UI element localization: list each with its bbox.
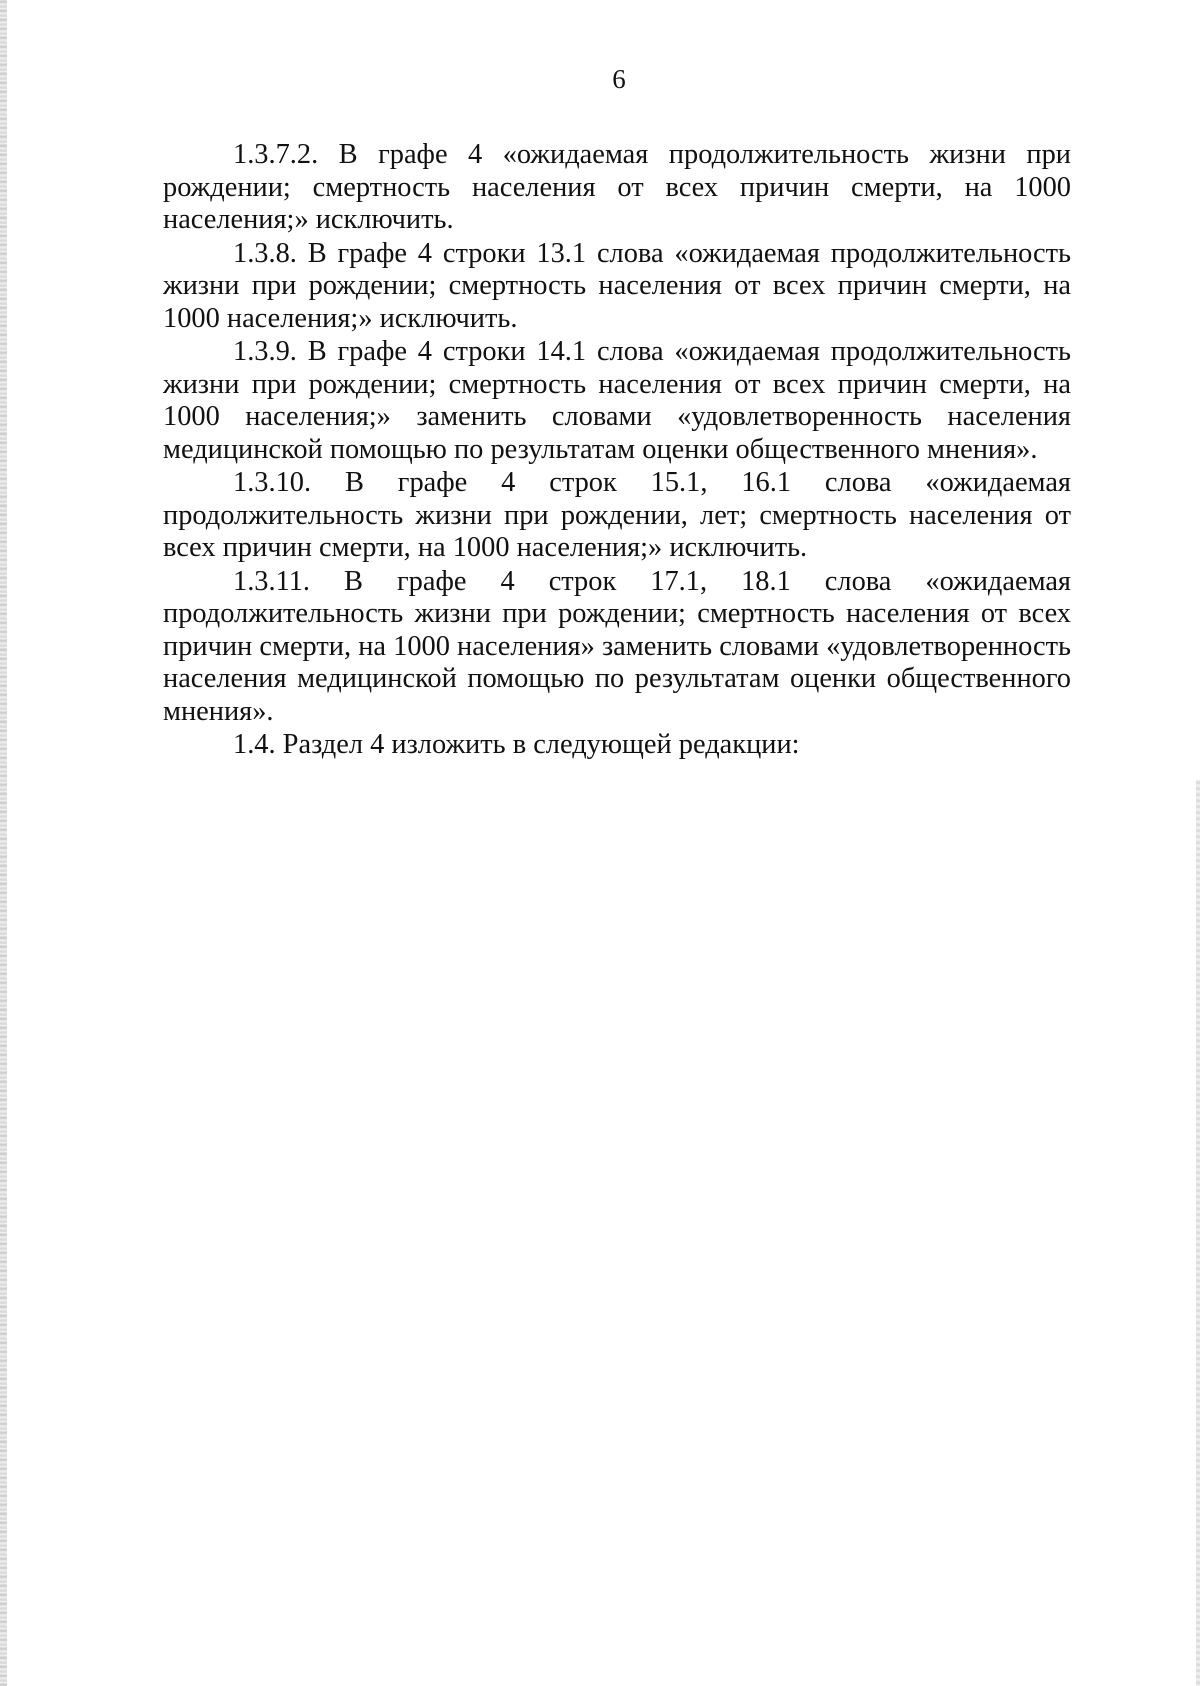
paragraph-1-3-9: 1.3.9. В графе 4 строки 14.1 слова «ожидаемая продолжительность жизни при рождении; смертность населения от всех причин смерти, на 1000 населения;» заменить словами «удовлетворенность населения медицинской помощью по результатам оценки общественного мнения». <box>163 336 1071 465</box>
paragraph-1-3-11: 1.3.11. В графе 4 строк 17.1, 18.1 слова «ожидаемая продолжительность жизни при рождении; смертность населения от всех причин смерти, на 1000 населения» заменить словами «удовлетворенность населения медицинской помощью по результатам оценки общественного мнения». <box>163 565 1071 727</box>
scan-edge-right <box>1196 780 1200 1686</box>
page-number: 6 <box>612 64 626 94</box>
paragraph-1-3-7-2: 1.3.7.2. В графе 4 «ожидаемая продолжительность жизни при рождении; смертность населения от всех причин смерти, на 1000 населения;» исключить. <box>163 139 1071 235</box>
document-body <box>163 139 1071 763</box>
paragraph-1-3-10: 1.3.10. В графе 4 строк 15.1, 16.1 слова «ожидаемая продолжительность жизни при рождении, лет; смертность населения от всех причин смерти, на 1000 населения;» исключить. <box>163 467 1071 563</box>
paragraph-1-4: 1.4. Раздел 4 изложить в следующей редакции: <box>233 729 800 760</box>
paragraph-1-3-8: 1.3.8. В графе 4 строки 13.1 слова «ожидаемая продолжительность жизни при рождении; смертность населения от всех причин смерти, на 1000 населения;» исключить. <box>163 237 1071 334</box>
scan-edge-left <box>0 0 7 1686</box>
